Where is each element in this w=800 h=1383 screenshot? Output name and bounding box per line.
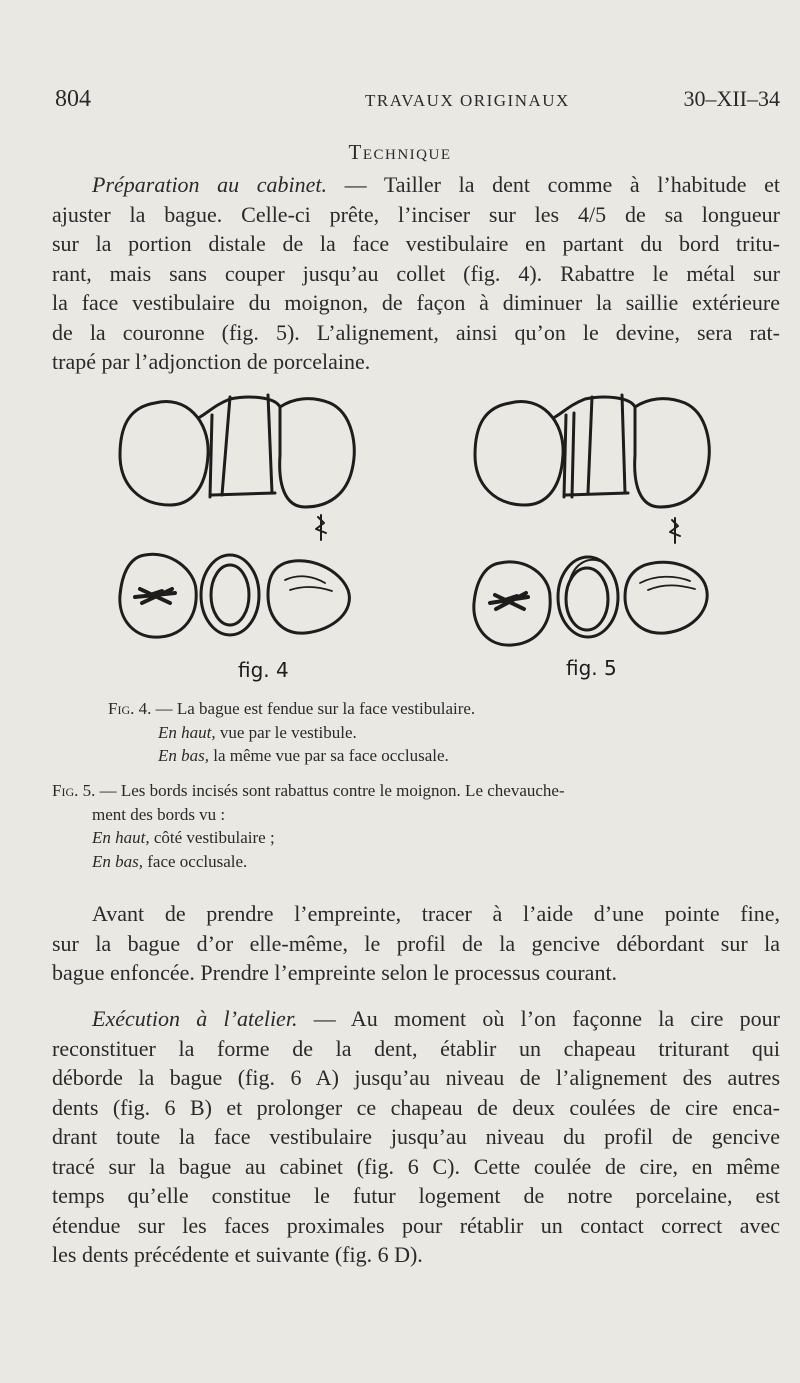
caption-line: Fig. 5. — Les bords incisés sont rabattus contre le moignon. Le chevauche- [52,781,565,800]
text-line: la face vestibulaire du moignon, de façon à diminuer la saillie extérieure [52,290,780,315]
paragraph-preparation [52,170,780,377]
paragraph-lead: Exécution à l’atelier. [92,1006,298,1031]
text-line: rant, mais sans couper jusqu’au collet (fig. 4). Rabattre le métal sur [52,260,780,286]
figures-4-5 [100,385,720,685]
text-line: Préparation au cabinet. — Tailler la dent comme à l’habitude et [92,172,780,197]
caption-line: En haut, côté vestibulaire ; [92,828,275,847]
text-line: étendue sur les faces proximales pour rétablir un contact correct avec [52,1212,780,1238]
text-line: reconstituer la forme de la dent, établir un chapeau triturant qui [52,1035,780,1061]
text-line: les dents précédente et suivante (fig. 6 D). [52,1242,423,1267]
caption-label: Fig. 5. [52,781,96,800]
fig4-vestibular-view [120,395,354,507]
page-number: 804 [55,86,91,112]
running-header [55,86,780,116]
paragraph-execution [52,1004,780,1270]
text-line: ajuster la bague. Celle-ci prête, l’inciser sur les 4/5 de sa longueur [52,201,780,227]
caption-fig4 [52,697,782,768]
text-line: Avant de prendre l’empreinte, tracer à l’aide d’une pointe fine, [92,901,780,926]
text-line: drant toute la face vestibulaire jusqu’au niveau du profil de gencive [52,1124,780,1149]
fig4-occlusal-view [120,554,350,637]
paragraph-lead: Préparation au cabinet. [92,172,328,197]
text-line: bague enfoncée. Prendre l’empreinte selon le processus courant. [52,960,618,985]
text-line: sur la bague d’or elle-même, le profil de la gencive débordant sur la [52,930,780,956]
paragraph-empreinte [52,899,780,988]
text-line: de la couronne (fig. 5). L’alignement, ainsi qu’on le devine, sera rat- [52,319,780,345]
text-line: dents (fig. 6 B) et prolonger ce chapeau de deux coulées de cire enca- [52,1094,780,1120]
running-title: TRAVAUX ORIGINAUX [365,91,570,110]
caption-line: En haut, vue par le vestibule. [158,722,357,742]
text-line: Exécution à l’atelier. — Au moment où l’on façonne la cire pour [92,1006,780,1031]
text-line: temps qu’elle constitue le futur logement de notre porcelaine, est [52,1183,780,1208]
text-line: tracé sur la bague au cabinet (fig. 6 C). Cette coulée de cire, en même [52,1153,780,1179]
fig4-label: fig. 4 [238,658,289,682]
issue-date: 30–XII–34 [683,86,780,111]
caption-label: Fig. 4. [108,699,152,718]
section-title: Technique [348,140,452,164]
caption-line: Fig. 4. — La bague est fendue sur la face vestibulaire. [108,699,476,718]
caption-line: ment des bords vu : [92,804,226,824]
tooth-drawings [100,385,720,685]
caption-line: En bas, la même vue par sa face occlusale. [158,746,449,765]
caption-fig5 [52,779,782,873]
text-line: trapé par l’adjonction de porcelaine. [52,349,371,374]
fig5-vestibular-view [475,395,709,507]
fig5-label: fig. 5 [566,656,617,680]
text-line: sur la portion distale de la face vestibulaire en partant du bord tritu- [52,231,780,256]
fig5-occlusal-view [474,557,707,645]
text-line: déborde la bague (fig. 6 A) jusqu’au niveau de l’alignement des autres [52,1065,780,1090]
caption-line: En bas, face occlusale. [92,851,248,871]
